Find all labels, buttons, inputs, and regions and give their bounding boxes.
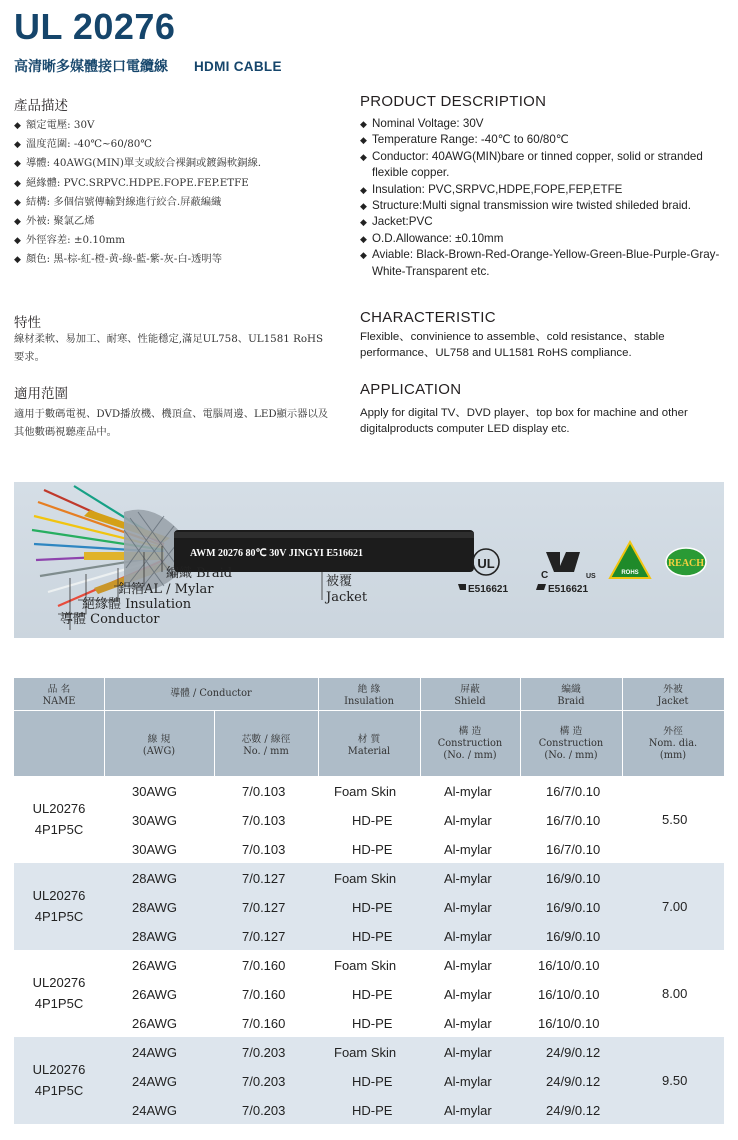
description-item-cn: ◆ 結構: 多個信號傳輸對線進行絞合.屏蔽編織 [14,193,344,212]
description-item-cn: ◆ 導體: 40AWG(MIN)單支或絞合裸銅或鍍錫軟銅線. [14,154,344,173]
label-braid: 編織 Braid [166,566,233,581]
ul-recognized-mark [473,549,499,575]
table-cell: HD-PE [352,929,393,944]
table-cell: Al-mylar [444,1074,492,1089]
description-list-cn [14,116,344,270]
header-shield-construction: 構 造 Construction (No. / mm) [437,726,503,761]
table-cell: 16/7/0.10 [546,784,601,799]
label-conductor: 導體 Conductor [60,612,160,627]
application-text-en: Apply for digital TV、DVD player、top box for machine and other digitalproducts computer LED display etc. [360,407,688,436]
cul-recognized-mark [541,552,596,581]
table-cell: HD-PE [352,900,393,915]
table-cell: 26AWG [132,958,178,973]
cable-figure [14,482,724,638]
table-header [14,678,724,776]
characteristic-text-cn: 線材柔軟、易加工、耐寒、性能穩定,滿足UL758、UL1581 RoHS要求。 [14,333,324,364]
table-cell: 16/9/0.10 [546,929,601,944]
description-item-cn: ◆ 外徑容差: ±0.10mm [14,231,344,250]
header-material: 材 質 Material [347,734,391,757]
application-text-cn: 適用于數碼電視、DVD播放機、機頂盒、電腦周邊、LED顯示器以及其他數碼視聽產品中。 [14,408,329,439]
page-subtitle [14,56,282,76]
table-cell: 7/0.127 [242,929,286,944]
header-count: 芯數 / 線徑 No. / mm [241,734,291,757]
description-item-en: ◆ O.D.Allowance: ±0.10mm [360,231,730,247]
description-list-en [360,116,730,280]
table-cell: Foam Skin [334,958,397,973]
table-cell: 30AWG [132,813,178,828]
table-cell: HD-PE [352,1074,393,1089]
characteristic-heading-en: CHARACTERISTIC [360,309,496,326]
subtitle-cn: 高清晰多媒體接口電纜線 [14,59,168,75]
svg-text:REACH: REACH [667,558,705,569]
table-cell: Al-mylar [444,900,492,915]
table-cell: 7/0.160 [242,958,286,973]
group-name: UL20276 4P1P5C [32,975,86,1011]
table-cell: Al-mylar [444,1045,492,1060]
header-braid: 編織 Braid [557,684,585,707]
table-cell: Foam Skin [334,871,397,886]
table-cell: 16/10/0.10 [538,958,600,973]
application-heading-en: APPLICATION [360,381,462,398]
description-item-en: ◆ Structure:Multi signal transmission wire twisted shileded braid. [360,198,730,214]
table-cell: HD-PE [352,987,393,1002]
table-cell: 30AWG [132,842,178,857]
table-cell: 26AWG [132,987,178,1002]
jacket-print-text: AWM 20276 80℃ 30V JINGYI E516621 [190,548,363,559]
table-cell: 16/9/0.10 [546,900,601,915]
table-group [14,863,724,950]
table-cell: 28AWG [132,929,178,944]
table-cell-od: 5.50 [662,812,688,827]
table-cell: 7/0.160 [242,987,286,1002]
ul-file-numbers [458,584,588,595]
description-heading-en: PRODUCT DESCRIPTION [360,93,547,110]
header-shield: 屏蔽 Shield [454,684,486,707]
table-cell: Al-mylar [444,1016,492,1031]
table-cell: 24AWG [132,1103,178,1118]
label-jacket-cn: 被覆 [326,574,353,589]
table-group [14,950,724,1037]
header-conductor: 導體 / Conductor [170,688,252,699]
svg-text:E516621: E516621 [548,584,589,595]
table-cell: Foam Skin [334,1045,397,1060]
description-item-en: ◆ Nominal Voltage: 30V [360,116,730,132]
label-insulation: 絕緣體 Insulation [82,597,192,612]
description-item-cn: ◆ 額定電壓: 30V [14,116,344,135]
description-item-cn: ◆ 外被: 聚氯乙烯 [14,212,344,231]
table-cell: 16/10/0.10 [538,1016,600,1031]
table-cell: HD-PE [352,842,393,857]
table-cell: 7/0.103 [242,813,286,828]
table-cell: Foam Skin [334,784,397,799]
table-cell: Al-mylar [444,813,492,828]
table-cell: 7/0.203 [242,1074,286,1089]
table-cell: 28AWG [132,871,178,886]
description-item-en: ◆ Insulation: PVC,SRPVC,HDPE,FOPE,FEP,ETFE [360,182,730,198]
table-cell: HD-PE [352,813,393,828]
group-name: UL20276 4P1P5C [32,801,86,837]
table-cell: Al-mylar [444,958,492,973]
table-cell: 7/0.160 [242,1016,286,1031]
header-name: 品 名 NAME [42,684,76,707]
table-cell: 7/0.103 [242,842,286,857]
description-item-en: ◆ Conductor: 40AWG(MIN)bare or tinned copper, solid or stranded flexible copper. [360,149,730,182]
label-jacket [326,574,367,606]
table-cell-od: 7.00 [662,899,688,914]
description-item-en: ◆ Temperature Range: -40℃ to 60/80℃ [360,132,730,148]
table-cell: 16/10/0.10 [538,987,600,1002]
header-insulation: 絶 緣 Insulation [344,684,394,707]
table-cell: 24AWG [132,1045,178,1060]
group-name: UL20276 4P1P5C [32,888,86,924]
table-cell-od: 8.00 [662,986,688,1001]
header-od: 外徑 Nom. dia. (mm) [648,726,698,761]
svg-text:UL: UL [477,556,495,571]
table-cell: 24AWG [132,1074,178,1089]
group-name: UL20276 4P1P5C [32,1062,86,1098]
page-title: UL 20276 [14,6,176,47]
table-cell: 16/9/0.10 [546,871,601,886]
description-item-cn: ◆ 絕緣體: PVC.SRPVC.HDPE.FOPE.FEP.ETFE [14,174,344,193]
header-jacket: 外被 Jacket [657,684,689,707]
spec-table [14,678,724,1124]
table-cell: 24/9/0.12 [546,1045,601,1060]
rohs-mark [610,542,650,578]
description-item-en: ◆ Aviable: Black-Brown-Red-Orange-Yellow-Green-Blue-Purple-Gray-White-Transparent etc. [360,247,730,280]
header-awg: 線 規 (AWG) [142,734,176,757]
table-cell: 7/0.127 [242,871,286,886]
table-cell: 24/9/0.12 [546,1074,601,1089]
application-heading-cn: 適用范圍 [14,386,68,402]
description-item-cn: ◆ 顏色: 黑-棕-紅-橙-黄-綠-藍-紫-灰-白-透明等 [14,250,344,269]
header-braid-construction: 構 造 Construction (No. / mm) [538,726,604,761]
characteristic-heading-cn: 特性 [14,315,41,331]
reach-mark [666,548,706,576]
table-cell: 28AWG [132,900,178,915]
table-cell: 7/0.127 [242,900,286,915]
table-cell: Al-mylar [444,871,492,886]
table-cell: Al-mylar [444,842,492,857]
table-cell: 26AWG [132,1016,178,1031]
table-cell: 16/7/0.10 [546,842,601,857]
table-group [14,1037,724,1124]
table-cell: 30AWG [132,784,178,799]
table-cell: Al-mylar [444,1103,492,1118]
table-cell: Al-mylar [444,929,492,944]
svg-text:US: US [586,573,596,580]
table-cell: Al-mylar [444,987,492,1002]
svg-text:E516621: E516621 [468,584,509,595]
label-mylar: 鋁箔AL / Mylar [118,582,214,597]
svg-text:C: C [541,570,549,581]
table-cell: HD-PE [352,1016,393,1031]
table-group [14,776,724,863]
table-cell: Al-mylar [444,784,492,799]
description-item-cn: ◆ 溫度范圍: -40℃~60/80℃ [14,135,344,154]
table-cell: 7/0.203 [242,1103,286,1118]
description-heading-cn: 產品描述 [14,98,68,114]
subtitle-en: HDMI CABLE [194,59,282,74]
svg-text:ROHS: ROHS [621,570,639,576]
table-cell: 7/0.203 [242,1045,286,1060]
table-cell: 24/9/0.12 [546,1103,601,1118]
table-cell: 16/7/0.10 [546,813,601,828]
table-cell: HD-PE [352,1103,393,1118]
table-cell: 7/0.103 [242,784,286,799]
table-cell-od: 9.50 [662,1073,688,1088]
label-jacket-en: Jacket [326,590,368,605]
characteristic-text-en: Flexible、convinience to assemble、cold resistance、stable performance、UL758 and UL1581 RoHS compliance. [360,331,665,360]
description-item-en: ◆ Jacket:PVC [360,214,730,230]
